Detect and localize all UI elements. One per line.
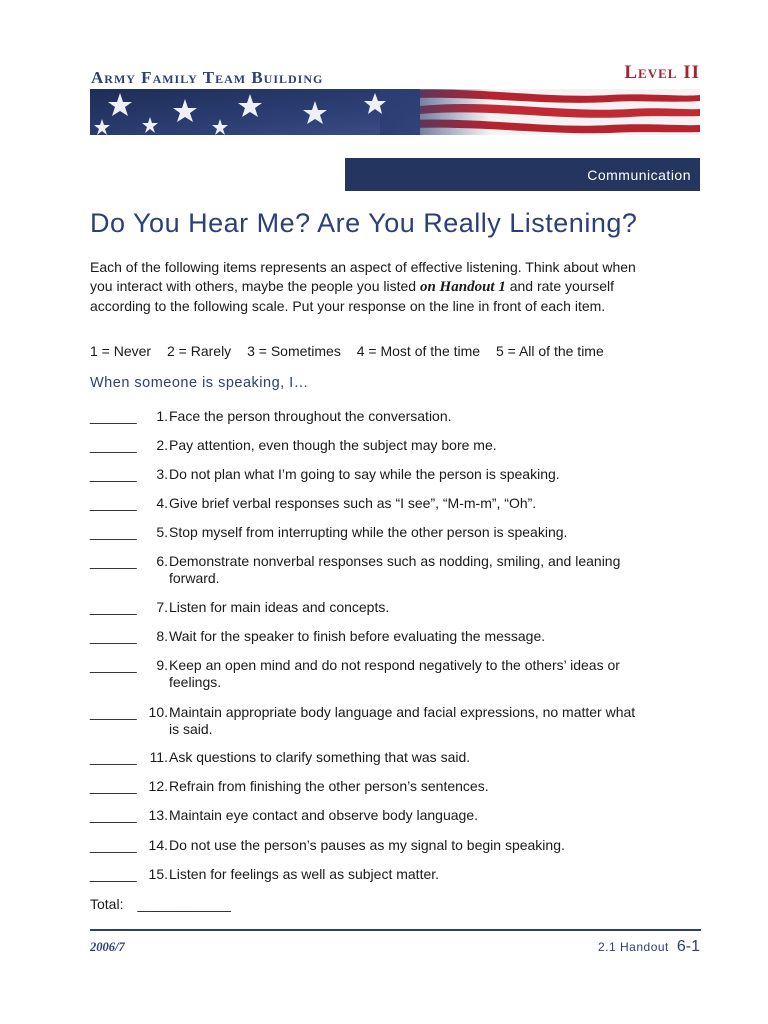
response-blank[interactable]: ______ [90, 466, 137, 482]
item-number: 7. [156, 599, 168, 615]
item-text: Pay attention, even though the subject may bore me. [169, 437, 497, 453]
intro-part1: Each of the following items represents an aspect of effective listening. Think about when you interact with others, maybe the people you listed [90, 259, 636, 294]
scale-rarely: 2 = Rarely [166, 343, 232, 359]
scale-sometimes: 3 = Sometimes [247, 343, 341, 359]
item-text: Do not use the person’s pauses as my signal to begin speaking. [169, 837, 565, 853]
response-blank[interactable]: ______ [90, 599, 137, 615]
item-number: 8. [156, 628, 168, 644]
intro-paragraph [90, 258, 650, 316]
item-text: Maintain appropriate body language and facial expressions, no matter what is said. [169, 704, 636, 737]
response-blank[interactable]: ______ [90, 749, 137, 765]
item-number: 9. [156, 657, 168, 673]
scale-most: 4 = Most of the time [356, 343, 481, 359]
item-text: Listen for main ideas and concepts. [169, 599, 390, 615]
intro-emphasis: on Handout 1 [419, 279, 506, 295]
item-text: Wait for the speaker to finish before evaluating the message. [169, 628, 546, 644]
header-org-title: Army Family Team Building [91, 68, 324, 87]
item-number: 14. [148, 837, 168, 853]
item-number: 12. [148, 778, 168, 794]
item-text: Demonstrate nonverbal responses such as nodding, smiling, and leaning forward. [169, 553, 621, 586]
item-text: Face the person throughout the conversation. [169, 408, 452, 424]
response-blank[interactable]: ______ [90, 553, 137, 569]
response-blank[interactable]: ______ [90, 866, 137, 882]
response-blank[interactable]: ______ [90, 807, 137, 823]
item-number: 15. [148, 866, 168, 882]
item-text: Listen for feelings as well as subject matter. [169, 866, 440, 882]
item-number: 1. [156, 408, 168, 424]
item-number: 2. [156, 437, 168, 453]
response-blank[interactable]: ______ [90, 437, 137, 453]
items-subheading: When someone is speaking, I… [90, 375, 309, 391]
item-number: 10. [148, 704, 168, 720]
item-text: Ask questions to clarify something that was said. [169, 749, 471, 765]
item-text: Do not plan what I’m going to say while the person is speaking. [169, 466, 560, 482]
total-label: Total: [90, 896, 124, 912]
section-bar [345, 158, 700, 191]
footer-divider [90, 929, 701, 931]
response-blank[interactable]: ______ [90, 408, 137, 424]
scale-always: 5 = All of the time [495, 343, 604, 359]
item-number: 13. [148, 807, 168, 823]
header-level: Level II [624, 62, 700, 83]
page-title: Do You Hear Me? Are You Really Listening? [90, 208, 638, 238]
total-row [90, 896, 231, 912]
footer-page-number: 6-1 [676, 938, 700, 955]
item-text: Keep an open mind and do not respond negatively to the others’ ideas or feelings. [169, 657, 620, 690]
item-number: 6. [156, 553, 168, 569]
item-number: 11. [149, 749, 168, 765]
item-text: Refrain from finishing the other person’s sentences. [169, 778, 489, 794]
response-blank[interactable]: ______ [90, 495, 137, 511]
footer-year: 2006/7 [90, 940, 125, 954]
intro-part2: and rate yourself according to the following scale. Put your response on the line in front of each item. [90, 278, 615, 314]
response-blank[interactable]: ______ [90, 524, 137, 540]
item-number: 3. [156, 466, 168, 482]
item-number: 4. [156, 495, 168, 511]
rating-scale [90, 343, 616, 359]
response-blank[interactable]: ______ [90, 704, 137, 720]
item-text: Give brief verbal responses such as “I see”, “M-m-m”, “Oh”. [169, 495, 537, 511]
flag-banner-image [90, 89, 700, 135]
response-blank[interactable]: ______ [90, 657, 137, 673]
response-blank[interactable]: ______ [90, 628, 137, 644]
footer-handout: 2.1 Handout [597, 940, 669, 954]
item-text: Maintain eye contact and observe body language. [169, 807, 478, 823]
total-blank[interactable]: ____________ [137, 896, 231, 912]
scale-never: 1 = Never [90, 343, 152, 359]
item-text: Stop myself from interrupting while the other person is speaking. [169, 524, 568, 540]
response-blank[interactable]: ______ [90, 837, 137, 853]
section-label: Communication [587, 166, 691, 183]
footer-page-info [598, 938, 700, 956]
item-number: 5. [156, 524, 168, 540]
response-blank[interactable]: ______ [90, 778, 137, 794]
